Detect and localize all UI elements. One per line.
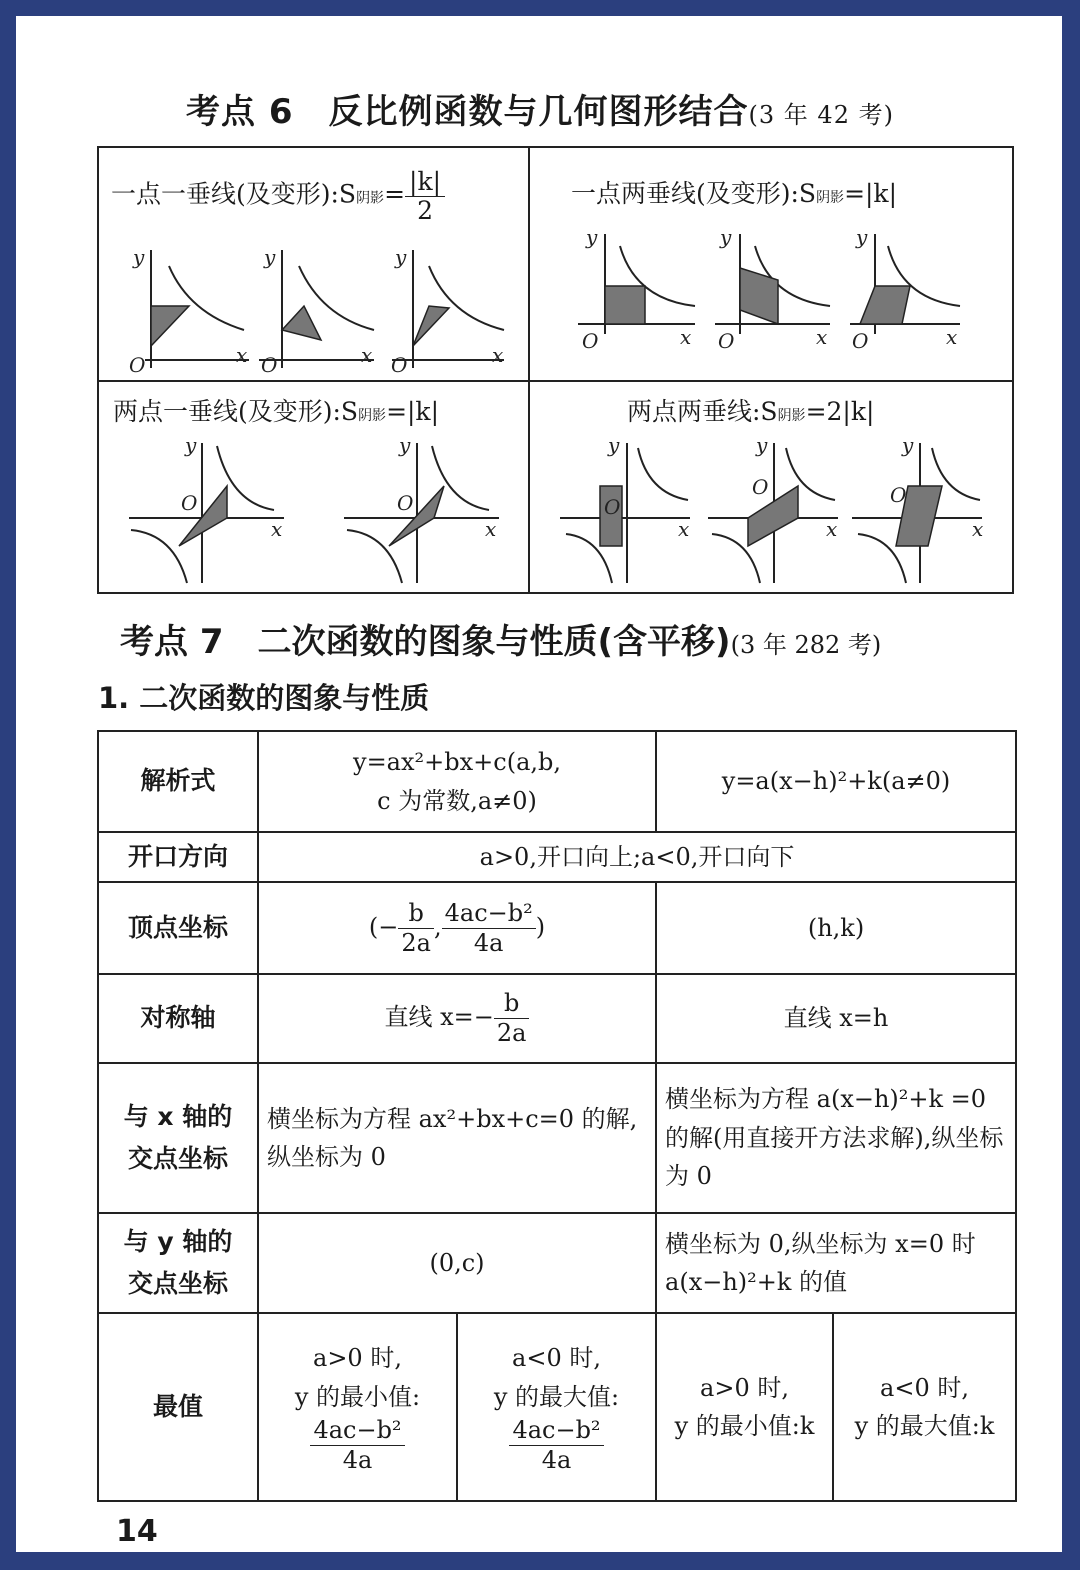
svg-text:x: x [271, 517, 283, 541]
row-header: 最值 [98, 1313, 258, 1501]
min-general-cell: a>0 时, y 的最小值: $\frac{\text{4ac−b²}}{4a}$ [258, 1313, 457, 1501]
svg-text:y: y [264, 245, 276, 269]
vertex-general-cell: (− $\frac{b}{2a}$ , $\frac{\text{4ac−b²}}{4a}$ ) [258, 882, 656, 974]
section7-count: (3 年 282 考) [730, 631, 882, 659]
svg-text:x: x [485, 517, 497, 541]
table-row [98, 1313, 1016, 1501]
table-row [98, 1063, 1016, 1213]
vertex-vertexform-cell: (h,k) [656, 882, 1016, 974]
table-row [98, 882, 1016, 974]
cell3-caption: 两点一垂线(及变形):S阴影=|k| [113, 397, 440, 426]
cell1-fraction: $\frac{|k|}{2}$ [405, 168, 445, 224]
svg-text:O: O [718, 329, 735, 353]
svg-text:O: O [129, 353, 146, 377]
table-row [98, 731, 1016, 832]
row-header: 开口方向 [98, 832, 258, 882]
svg-text:O: O [752, 475, 769, 499]
subheading: 1. 二次函数的图象与性质 [98, 681, 430, 715]
row-header: 与 y 轴的 交点坐标 [98, 1213, 258, 1313]
svg-text:x: x [816, 325, 828, 349]
x-intercept-general-cell: 横坐标为方程 ax²+bx+c=0 的解,纵坐标为 0 [258, 1063, 656, 1213]
axis-general-cell: 直线 x=− $\frac{b}{2a}$ [258, 974, 656, 1063]
svg-text:O: O [604, 495, 621, 519]
svg-text:y: y [395, 245, 407, 269]
axis-vertexform-cell: 直线 x=h [656, 974, 1016, 1063]
vertex-form-cell: y=a(x−h)²+k(a≠0) [656, 731, 1016, 832]
row-header: 对称轴 [98, 974, 258, 1063]
table-row [98, 1213, 1016, 1313]
svg-text:x: x [361, 343, 373, 367]
row-header: 与 x 轴的 交点坐标 [98, 1063, 258, 1213]
page-number: 14 [116, 1514, 158, 1549]
svg-text:y: y [133, 245, 145, 269]
x-intercept-vertexform-cell: 横坐标为方程 a(x−h)²+k =0 的解(用直接开方法求解),纵坐标为 0 [656, 1063, 1016, 1213]
svg-text:x: x [680, 325, 692, 349]
svg-text:O: O [261, 353, 278, 377]
table-row [98, 832, 1016, 882]
opening-direction-cell: a>0,开口向上;a<0,开口向下 [258, 832, 1016, 882]
section6-title: 考点 6 反比例函数与几何图形结合(3 年 42 考) [186, 92, 894, 132]
row-header: 解析式 [98, 731, 258, 832]
svg-text:O: O [391, 353, 408, 377]
svg-text:O: O [852, 329, 869, 353]
svg-text:O: O [890, 483, 907, 507]
cell4-graphs [530, 438, 1014, 588]
table-row [98, 974, 1016, 1063]
section6-count: (3 年 42 考) [748, 101, 894, 129]
max-general-cell: a<0 时, y 的最大值: $\frac{\text{4ac−b²}}{4a}$ [457, 1313, 656, 1501]
section6-figure-box [97, 146, 1014, 594]
svg-text:y: y [608, 438, 620, 457]
y-intercept-vertexform-cell: 横坐标为 0,纵坐标为 x=0 时 a(x−h)²+k 的值 [656, 1213, 1016, 1313]
svg-text:y: y [586, 225, 598, 249]
svg-text:y: y [720, 225, 732, 249]
svg-text:y: y [756, 438, 768, 457]
max-vertexform-cell: a<0 时, y 的最大值:k [833, 1313, 1016, 1501]
svg-text:x: x [492, 343, 504, 367]
y-intercept-general-cell: (0,c) [258, 1213, 656, 1313]
svg-text:O: O [181, 491, 198, 515]
svg-text:y: y [399, 438, 411, 457]
svg-text:y: y [902, 438, 914, 457]
cell2-caption: 一点两垂线(及变形):S阴影=|k| [571, 179, 898, 208]
svg-text:y: y [185, 438, 197, 457]
svg-text:x: x [678, 517, 690, 541]
svg-text:x: x [946, 325, 958, 349]
cell1-graphs [99, 238, 528, 378]
cell2-graphs [530, 224, 1014, 374]
cell4-caption: 两点两垂线:S阴影=2|k| [627, 397, 875, 426]
svg-text:x: x [826, 517, 838, 541]
svg-text:y: y [856, 225, 868, 249]
general-form-cell: y=ax²+bx+c(a,b, c 为常数,a≠0) [258, 731, 656, 832]
svg-text:x: x [236, 343, 248, 367]
cell1-caption: 一点一垂线(及变形):S阴影= $\frac{|k|}{2}$ [111, 168, 445, 224]
cell3-graphs [99, 438, 528, 588]
section7-title: 考点 7 二次函数的图象与性质(含平移)(3 年 282 考) [120, 622, 882, 662]
min-vertexform-cell: a>0 时, y 的最小值:k [656, 1313, 833, 1501]
svg-text:x: x [972, 517, 984, 541]
quadratic-properties-table [97, 730, 1017, 1502]
svg-text:O: O [397, 491, 414, 515]
row-header: 顶点坐标 [98, 882, 258, 974]
svg-text:O: O [582, 329, 599, 353]
